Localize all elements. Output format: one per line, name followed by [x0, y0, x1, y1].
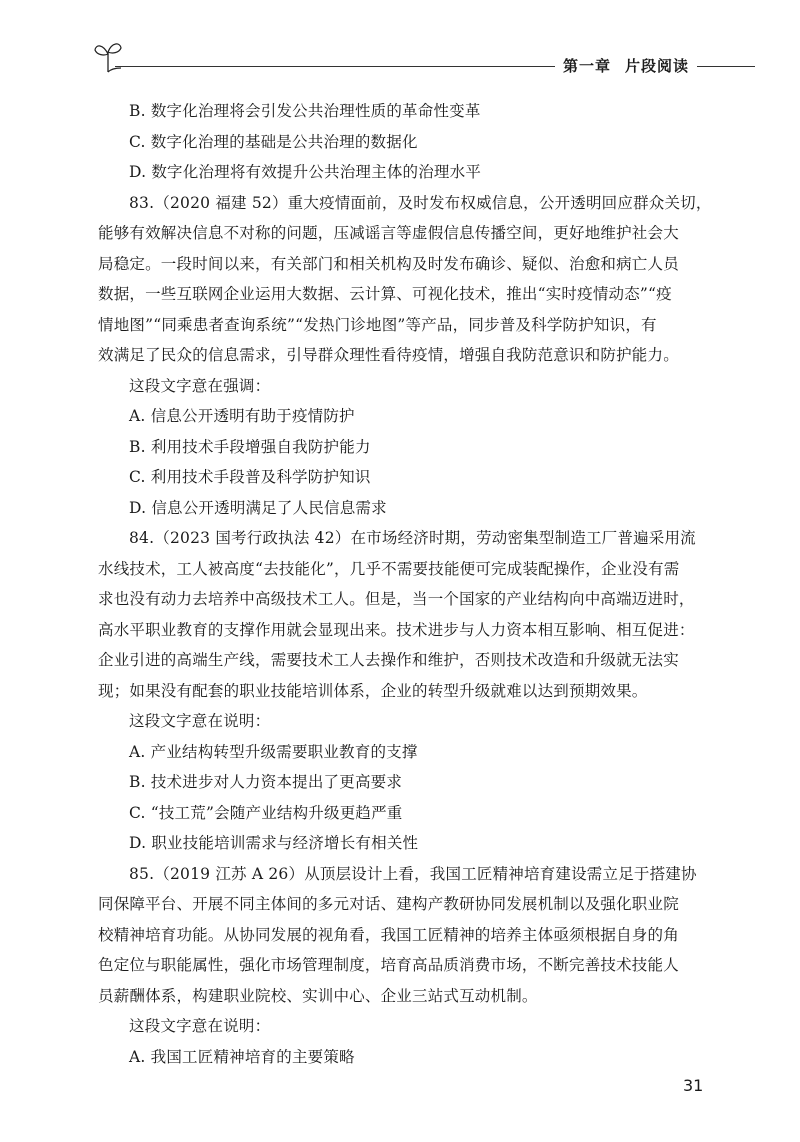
option-line: C. 数字化治理的基础是公共治理的数据化: [129, 132, 418, 151]
paragraph-line: 企业引进的高端生产线，需要技术工人去操作和维护，否则技术改造和升级就无法实: [98, 651, 679, 669]
option-line: D. 数字化治理将有效提升公共治理主体的治理水平: [129, 163, 482, 181]
header-rule-right: [697, 66, 755, 67]
paragraph-line: 局稳定。一段时间以来，有关部门和相关机构及时发布确诊、疑似、治愈和病亡人员: [98, 254, 679, 273]
paragraph-line: 员薪酬体系，构建职业院校、实训中心、企业三站式互动机制。: [98, 986, 538, 1005]
paragraph-line: 能够有效解决信息不对称的问题，压减谣言等虚假信息传播空间，更好地维护社会大: [98, 224, 679, 242]
question-prompt: 这段文字意在强调：: [129, 376, 271, 395]
question-prompt: 这段文字意在说明：: [129, 1017, 271, 1035]
option-line: D. 信息公开透明满足了人民信息需求: [129, 498, 387, 517]
paragraph-line: 求也没有动力去培养中高级技术工人。但是，当一个国家的产业结构向中高端迈进时，: [98, 590, 695, 608]
paragraph-line: 情地图”“同乘患者查询系统”“发热门诊地图”等产品，同步普及科学防护知识，有: [98, 315, 657, 334]
option-line: C. 利用技术手段普及科学防护知识: [129, 468, 371, 486]
page-body: [98, 96, 712, 1072]
section-label: 片段阅读: [625, 57, 690, 75]
running-head: [563, 55, 689, 76]
question-85-start: 85.（2019 江苏 A 26）从顶层设计上看，我国工匠精神培育建设需立足于搭建协: [129, 864, 697, 883]
option-line: C. “技工荒”会随产业结构升级更趋严重: [129, 803, 403, 822]
option-line: A. 信息公开透明有助于疫情防护: [129, 407, 355, 425]
paragraph-line: 水线技术，工人被高度“去技能化”，几乎不需要技能便可完成装配操作，企业没有需: [98, 559, 680, 578]
page-number: 31: [683, 1076, 704, 1095]
question-84-start: 84.（2023 国考行政执法 42）在市场经济时期，劳动密集型制造工厂普遍采用流: [129, 529, 696, 547]
question-83-start: 83.（2020 福建 52）重大疫情面前，及时发布权威信息，公开透明回应群众关切，: [129, 193, 712, 212]
option-line: B. 数字化治理将会引发公共治理性质的革命性变革: [129, 102, 481, 120]
paragraph-line: 高水平职业教育的支撑作用就会显现出来。技术进步与人力资本相互影响、相互促进：: [98, 620, 695, 639]
option-line: D. 职业技能培训需求与经济增长有相关性: [129, 834, 419, 852]
option-line: A. 我国工匠精神培育的主要策略: [129, 1047, 355, 1066]
header-rule-left: [115, 66, 555, 67]
paragraph-line: 同保障平台、开展不同主体间的多元对话、建构产教研协同发展机制以及强化职业院: [98, 895, 679, 913]
paragraph-line: 校精神培育功能。从协同发展的视角看，我国工匠精神的培养主体亟须根据自身的角: [98, 925, 679, 944]
sprout-icon: [93, 38, 123, 74]
paragraph-line: 数据，一些互联网企业运用大数据、云计算、可视化技术，推出“实时疫情动态”“疫: [98, 285, 672, 303]
option-line: A. 产业结构转型升级需要职业教育的支撑: [129, 742, 418, 761]
paragraph-line: 色定位与职能属性，强化市场管理制度，培育高品质消费市场，不断完善技术技能人: [98, 956, 679, 974]
question-prompt: 这段文字意在说明：: [129, 712, 271, 730]
paragraph-line: 效满足了民众的信息需求，引导群众理性看待疫情，增强自我防范意识和防护能力。: [98, 346, 679, 364]
chapter-label: 第一章: [563, 57, 612, 75]
page-header: [93, 38, 755, 78]
option-line: B. 技术进步对人力资本提出了更高要求: [129, 773, 403, 791]
paragraph-line: 现；如果没有配套的职业技能培训体系，企业的转型升级就难以达到预期效果。: [98, 681, 648, 700]
option-line: B. 利用技术手段增强自我防护能力: [129, 437, 371, 456]
